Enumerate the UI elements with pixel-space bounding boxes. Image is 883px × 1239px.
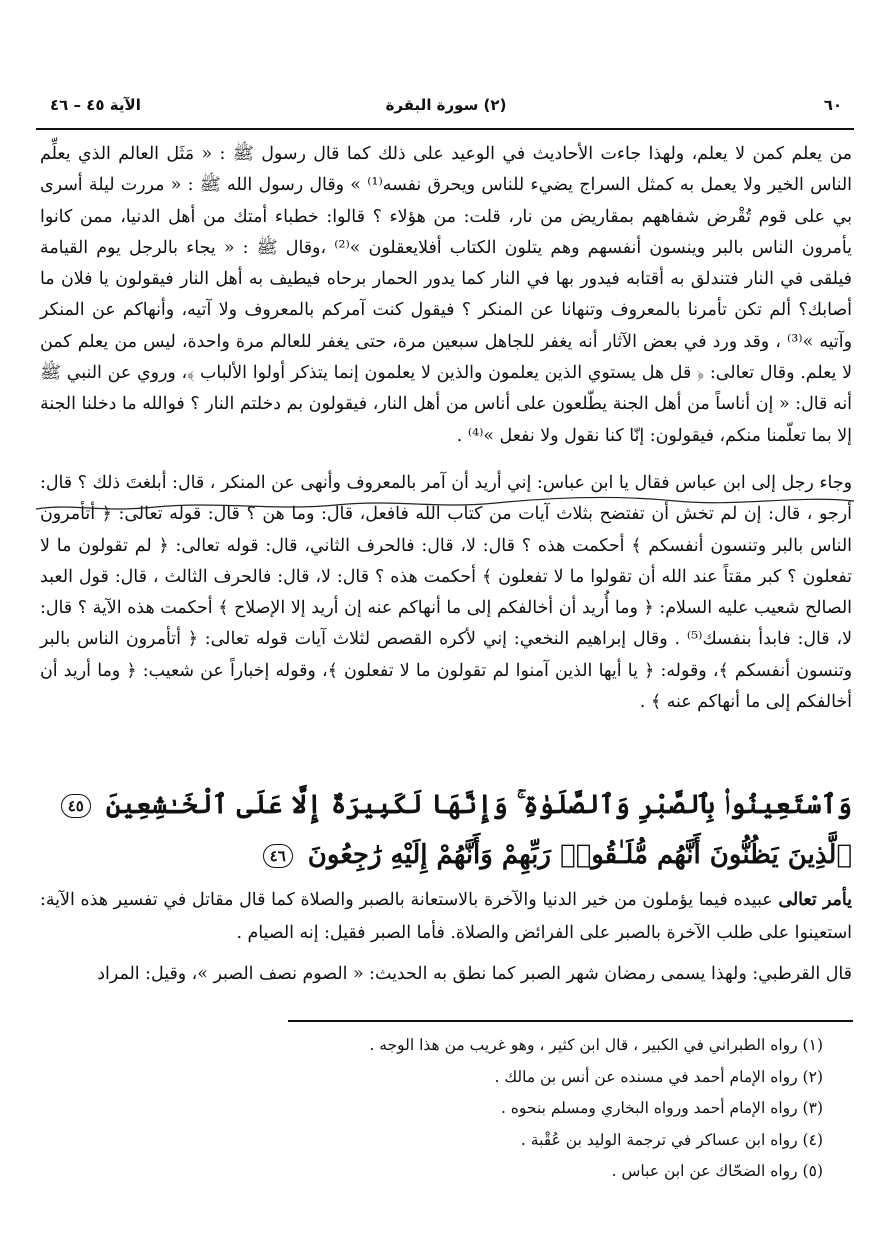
tafsir-paragraph-1-text: عبيده فيما يؤملون من خير الدنيا والآخرة بالاستعانة بالصبر والصلاة كما قال مقاتل في تفسير هذه الآية: استعينوا على طلب الآخرة بالصبر على الفرائض والصلاة. فأما الصبر فقيل: إنه الصيام . — [40, 890, 852, 943]
ayah-range: الآية ٤٥ – ٤٦ — [50, 96, 141, 114]
ayah-marker-46: ٤٦ — [263, 844, 293, 868]
tafsir-lead: يأمر تعالى — [778, 890, 852, 910]
footnotes — [123, 1030, 823, 1188]
page-header — [40, 92, 852, 120]
header-divider — [36, 128, 854, 130]
wavy-separator — [36, 493, 854, 523]
footnote-1: (١) رواه الطبراني في الكبير ، قال ابن كثير ، وهو غريب من هذا الوجه . — [369, 1036, 823, 1054]
commentary-paragraph-1: من يعلم كمن لا يعلم، ولهذا جاءت الأحاديث في الوعيد على ذلك كما قال رسول ﷺ : « مَثَل العالم الذي يعلِّم الناس الخير ولا يعمل به كمثل السراج يضيء للناس ويحرق نفسه⁽¹⁾ » وقال رسول الله ﷺ : « مررت ليلة أسرى بي على قوم تُقْرض شفاههم بمقاريض من نار، قلت: من هؤلاء ؟ قالوا: خطباء أمتك من أهل الدنيا، ممن كانوا يأمرون الناس بالبر وينسون أنفسهم وهم يتلون الكتاب أفلايعقلون »⁽²⁾ ،وقال ﷺ : « يجاء بالرجل يوم القيامة فيلقى في النار فتندلق به أقتابه فيدور بها في النار كما يدور الحمار برحاه فيطيف به أهل النار فيقولون يا فلان ما أصابك؟ ألم تكن تأمرنا بالمعروف وتنهانا عن المنكر ؟ فيقول كنت آمركم بالمعروف ولا آتيه، وأنهاكم عن المنكر وآتيه »⁽³⁾ ، وقد ورد في بعض الآثار أنه يغفر للجاهل سبعين مرة، حتى يغفر للعالم مرة واحدة، ليس من يعلم كمن لا يعلم. وقال تعالى: ﴿ قل هل يستوي الذين يعلمون والذين لا يعلمون إنما يتذكر أولوا الألباب ﴾، وروي عن النبي ﷺ أنه قال: « إن أناساً من أهل الجنة يطّلعون على أناس من أهل النار، فيقولون بم دخلتم النار ؟ فوالله ما دخلنا الجنة إلا بما تعلّمنا منكم، فيقولون: إنّا كنا نقول ولا نفعل »⁽⁴⁾ . — [40, 144, 853, 446]
quran-verses — [40, 780, 852, 880]
tafsir-section — [40, 884, 852, 991]
footnote-2: (٢) رواه الإمام أحمد في مسنده عن أنس بن مالك . — [494, 1067, 823, 1086]
ayah-marker-45: ٤٥ — [61, 794, 91, 818]
tafsir-paragraph-1 — [40, 884, 852, 950]
footnote-5: (٥) رواه الضحّاك عن ابن عباس . — [611, 1162, 823, 1180]
surah-title: (٢) سورة البقرة — [385, 96, 507, 114]
verse-45-text: وَٱسْتَعِينُوا۟ بِٱلصَّبْرِ وَٱلصَّلَوٰةِ ۚ وَإِنَّهَا لَكَبِيرَةٌ إِلَّا عَلَى ٱلْخَـٰشِعِينَ — [105, 790, 852, 820]
footnote-divider — [288, 1020, 853, 1022]
verse-46-text: ٱلَّذِينَ يَظُنُّونَ أَنَّهُم مُّلَـٰقُوا۟ رَبِّهِمْ وَأَنَّهُمْ إِلَيْهِ رَٰجِعُونَ — [307, 840, 852, 870]
page-number: ٦٠ — [823, 96, 842, 114]
commentary-paragraph-2: وجاء رجل إلى ابن عباس فقال يا ابن عباس: إني أريد أن آمر بالمعروف وأنهى عن المنكر ، قال: أبلغتَ ذلك ؟ قال: أرجو ، قال: إن لم تخش أن تفتضح بثلاث آيات من كتاب الله فافعل، قال: وما هن ؟ قال: قوله تعالى: ﴿ أتأمرون الناس بالبر وتنسون أنفسكم ﴾ أحكمت هذه ؟ قال: لا، قال: فالحرف الثاني، قال: قوله تعالى: ﴿ لم تقولون ما لا تفعلون ؟ كبر مقتاً عند الله أن تقولوا ما لا تفعلون ﴾ أحكمت هذه ؟ قال: لا، قال: فالحرف الثالث ، قال: قول العبد الصالح شعيب عليه السلام: ﴿ وما أُريد أن أخالفكم إلى ما أنهاكم عنه إن أريد إلا الإصلاح ﴾ أحكمت هذه الآية ؟ قال: لا، قال: فابدأ بنفسك⁽⁵⁾ . وقال إبراهيم النخعي: إني لأكره القصص لثلاث آيات قوله تعالى: ﴿ أتأمرون الناس بالبر وتنسون أنفسكم ﴾، وقوله: ﴿ يا أيها الذين آمنوا لم تقولون ما لا تفعلون ﴾، وقوله إخباراً عن شعيب: ﴿ وما أريد أن أخالفكم إلى ما أنهاكم عنه ﴾ . — [40, 472, 852, 713]
footnote-4: (٤) رواه ابن عساكر في ترجمة الوليد بن عُقْبة . — [520, 1130, 823, 1149]
tafsir-paragraph-2: قال القرطبي: ولهذا يسمى رمضان شهر الصبر كما نطق به الحديث: « الصوم نصف الصبر »، وقيل: المراد — [97, 964, 852, 984]
footnote-3: (٣) رواه الإمام أحمد ورواه البخاري ومسلم بنحوه . — [500, 1099, 823, 1117]
commentary-body — [40, 139, 852, 718]
